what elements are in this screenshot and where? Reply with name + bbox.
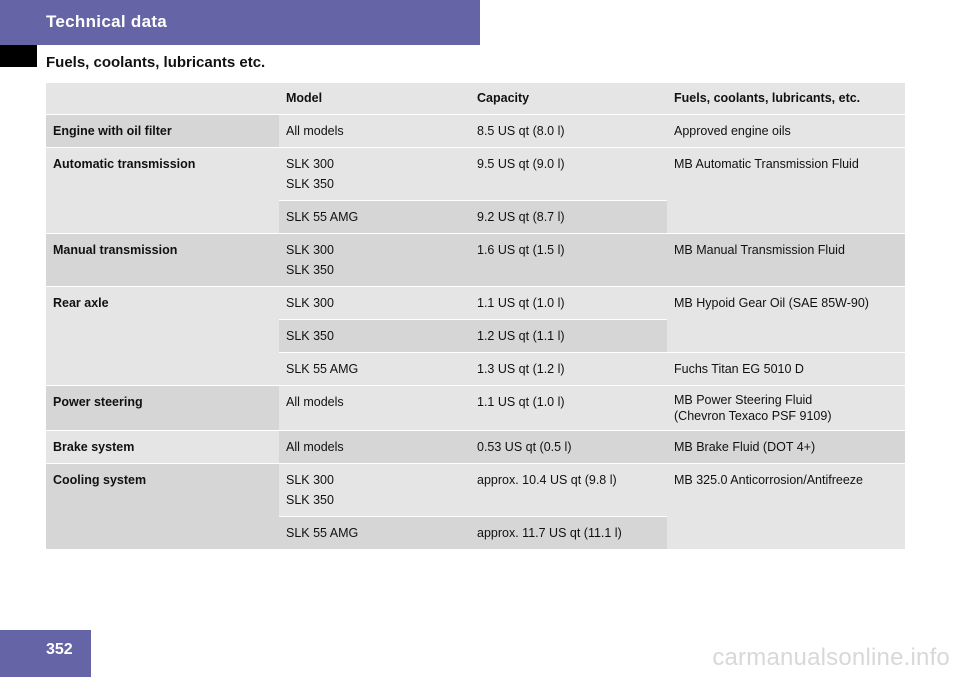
model-cell	[279, 148, 470, 201]
capacity-cell: 1.1 US qt (1.0 l)	[470, 287, 667, 320]
section-title: Fuels, coolants, lubricants etc.	[46, 54, 266, 71]
header-cell-capacity: Capacity	[470, 83, 667, 115]
row-label: Cooling system	[46, 464, 279, 550]
fluid-cell: MB Hypoid Gear Oil (SAE 85W-90)	[667, 287, 905, 353]
capacity-cell: 1.2 US qt (1.1 l)	[470, 320, 667, 353]
model-line: SLK 300	[286, 473, 334, 487]
capacity-cell: 9.5 US qt (9.0 l)	[470, 148, 667, 201]
capacity-cell: approx. 10.4 US qt (9.8 l)	[470, 464, 667, 517]
row-label: Automatic transmission	[46, 148, 279, 234]
fluid-cell: MB Automatic Transmission Fluid	[667, 148, 905, 234]
page-number: 352	[46, 641, 73, 658]
model-cell: SLK 350	[279, 320, 470, 353]
model-cell: SLK 55 AMG	[279, 201, 470, 234]
header-cell-model: Model	[279, 83, 470, 115]
model-line: SLK 350	[286, 263, 334, 277]
fluid-cell: Approved engine oils	[667, 115, 905, 148]
section-marker	[0, 45, 37, 67]
table-row	[46, 148, 905, 201]
capacity-cell: approx. 11.7 US qt (11.1 l)	[470, 517, 667, 550]
table-row	[46, 234, 905, 287]
table-row	[46, 431, 905, 464]
fluid-cell: MB Manual Transmission Fluid	[667, 234, 905, 287]
table-row	[46, 115, 905, 148]
fluid-cell: Fuchs Titan EG 5010 D	[667, 353, 905, 386]
capacity-cell: 1.1 US qt (1.0 l)	[470, 386, 667, 431]
table-row	[46, 386, 905, 431]
row-label: Power steering	[46, 386, 279, 431]
model-line: SLK 350	[286, 493, 334, 507]
row-label: Rear axle	[46, 287, 279, 386]
table-row	[46, 464, 905, 517]
fluids-table	[46, 83, 905, 550]
model-cell: SLK 55 AMG	[279, 517, 470, 550]
capacity-cell: 0.53 US qt (0.5 l)	[470, 431, 667, 464]
fluid-cell: MB Brake Fluid (DOT 4+)	[667, 431, 905, 464]
header-cell-fluid: Fuels, coolants, lubricants, etc.	[667, 83, 905, 115]
model-cell: All models	[279, 431, 470, 464]
capacity-cell: 8.5 US qt (8.0 l)	[470, 115, 667, 148]
fluid-line: MB Power Steering Fluid	[674, 393, 813, 407]
model-cell: SLK 55 AMG	[279, 353, 470, 386]
table-header-row	[46, 83, 905, 115]
table-row	[46, 287, 905, 320]
fluid-cell: MB 325.0 Anticorrosion/Antifreeze	[667, 464, 905, 550]
row-label: Manual transmission	[46, 234, 279, 287]
capacity-cell: 1.3 US qt (1.2 l)	[470, 353, 667, 386]
model-line: SLK 300	[286, 157, 334, 171]
page-header-title: Technical data	[46, 12, 168, 31]
model-cell: All models	[279, 115, 470, 148]
model-line: SLK 300	[286, 243, 334, 257]
row-label: Engine with oil filter	[46, 115, 279, 148]
row-label: Brake system	[46, 431, 279, 464]
capacity-cell: 9.2 US qt (8.7 l)	[470, 201, 667, 234]
watermark-text: carmanualsonline.info	[712, 644, 950, 671]
capacity-cell: 1.6 US qt (1.5 l)	[470, 234, 667, 287]
header-cell-empty	[46, 83, 279, 115]
fluid-cell	[667, 386, 905, 431]
model-cell	[279, 234, 470, 287]
model-cell: All models	[279, 386, 470, 431]
model-cell	[279, 464, 470, 517]
model-cell: SLK 300	[279, 287, 470, 320]
fluid-line: (Chevron Texaco PSF 9109)	[674, 409, 832, 423]
model-line: SLK 350	[286, 177, 334, 191]
